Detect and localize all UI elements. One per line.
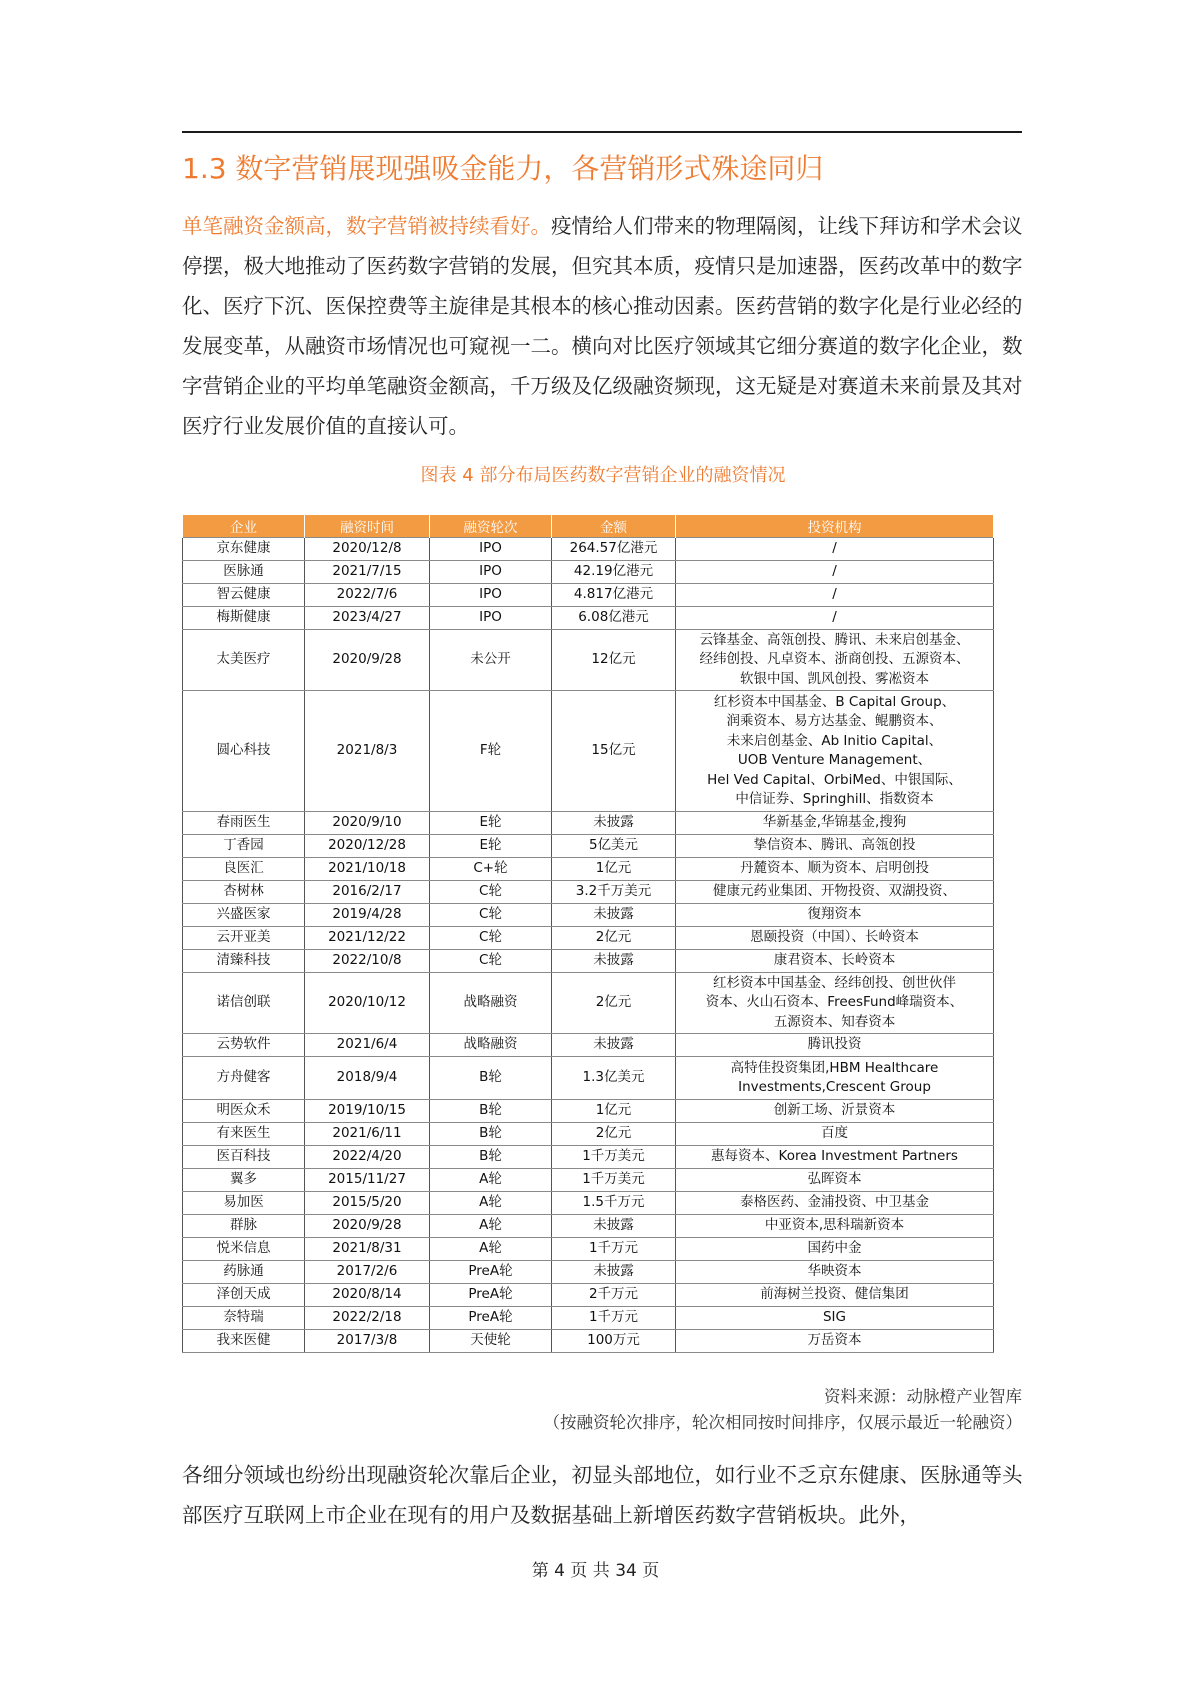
highlight-lead: 单笔融资金额高，数字营销被持续看好。 (182, 214, 551, 238)
cell-round: 未公开 (430, 630, 552, 691)
cell-investors: 万岳资本 (676, 1330, 994, 1353)
cell-round: IPO (430, 561, 552, 584)
table-row (183, 1057, 994, 1100)
cell-investors: 中亚资本,思科瑞新资本 (676, 1215, 994, 1238)
cell-company: 云势软件 (183, 1034, 305, 1057)
cell-amount: 1亿元 (552, 858, 676, 881)
cell-amount: 12亿元 (552, 630, 676, 691)
cell-round: C轮 (430, 950, 552, 973)
table-row (183, 1238, 994, 1261)
cell-date: 2021/10/18 (305, 858, 430, 881)
cell-company: 悦米信息 (183, 1238, 305, 1261)
table-row (183, 607, 994, 630)
cell-round: B轮 (430, 1100, 552, 1123)
cell-investors: 康君资本、长岭资本 (676, 950, 994, 973)
table-header-row (183, 515, 994, 538)
cell-date: 2017/2/6 (305, 1261, 430, 1284)
cell-company: 杏树林 (183, 881, 305, 904)
cell-investors: 云锋基金、高瓴创投、腾讯、未来启创基金、 经纬创投、凡卓资本、浙商创投、五源资本、 软银中国、凯风创投、雾凇资本 (676, 630, 994, 691)
cell-company: 太美医疗 (183, 630, 305, 691)
cell-investors: 华映资本 (676, 1261, 994, 1284)
cell-company: 春雨医生 (183, 812, 305, 835)
table-row (183, 1100, 994, 1123)
cell-company: 云开亚美 (183, 927, 305, 950)
cell-amount: 1.5千万元 (552, 1192, 676, 1215)
cell-company: 有来医生 (183, 1123, 305, 1146)
cell-round: 天使轮 (430, 1330, 552, 1353)
cell-amount: 6.08亿港元 (552, 607, 676, 630)
cell-round: A轮 (430, 1215, 552, 1238)
cell-company: 翼多 (183, 1169, 305, 1192)
cell-company: 我来医健 (183, 1330, 305, 1353)
table-row (183, 1215, 994, 1238)
cell-amount: 未披露 (552, 950, 676, 973)
cell-amount: 42.19亿港元 (552, 561, 676, 584)
cell-investors: 国药中金 (676, 1238, 994, 1261)
cell-amount: 2亿元 (552, 1123, 676, 1146)
cell-company: 智云健康 (183, 584, 305, 607)
cell-company: 方舟健客 (183, 1057, 305, 1100)
cell-round: A轮 (430, 1238, 552, 1261)
table-row (183, 691, 994, 812)
table-row (183, 1261, 994, 1284)
cell-investors: 惠每资本、Korea Investment Partners (676, 1146, 994, 1169)
cell-round: IPO (430, 607, 552, 630)
table-row (183, 538, 994, 561)
cell-company: 医百科技 (183, 1146, 305, 1169)
cell-amount: 3.2千万美元 (552, 881, 676, 904)
cell-round: IPO (430, 538, 552, 561)
cell-amount: 1千万元 (552, 1238, 676, 1261)
cell-company: 梅斯健康 (183, 607, 305, 630)
cell-company: 兴盛医家 (183, 904, 305, 927)
cell-investors: 健康元药业集团、开物投资、双湖投资、 (676, 881, 994, 904)
cell-date: 2017/3/8 (305, 1330, 430, 1353)
cell-amount: 2亿元 (552, 927, 676, 950)
cell-round: C+轮 (430, 858, 552, 881)
header-investors: 投资机构 (676, 515, 994, 538)
cell-company: 药脉通 (183, 1261, 305, 1284)
table-row (183, 561, 994, 584)
cell-round: PreA轮 (430, 1307, 552, 1330)
cell-round: B轮 (430, 1146, 552, 1169)
cell-round: B轮 (430, 1057, 552, 1100)
cell-company: 泽创天成 (183, 1284, 305, 1307)
cell-company: 诺信创联 (183, 973, 305, 1034)
paragraph-body: 疫情给人们带来的物理隔阂，让线下拜访和学术会议停摆，极大地推动了医药数字营销的发展，但究其本质，疫情只是加速器，医药改革中的数字化、医疗下沉、医保控费等主旋律是其根本的核心推动因素。医药营销的数字化是行业必经的发展变革，从融资市场情况也可窥视一二。横向对比医疗领域其它细分赛道的数字化企业，数字营销企业的平均单笔融资金额高，千万级及亿级融资频现，这无疑是对赛道未来前景及其对医疗行业发展价值的直接认可。 (182, 214, 1023, 438)
sort-note: （按融资轮次排序，轮次相同按时间排序，仅展示最近一轮融资） (543, 1413, 1022, 1432)
figure-title: 图表 4 部分布局医药数字营销企业的融资情况 (420, 465, 786, 486)
cell-date: 2019/10/15 (305, 1100, 430, 1123)
cell-round: B轮 (430, 1123, 552, 1146)
cell-company: 医脉通 (183, 561, 305, 584)
cell-amount: 1千万元 (552, 1307, 676, 1330)
cell-round: C轮 (430, 904, 552, 927)
cell-company: 京东健康 (183, 538, 305, 561)
table-row (183, 584, 994, 607)
cell-investors: 弘晖资本 (676, 1169, 994, 1192)
header-amount: 金额 (552, 515, 676, 538)
cell-investors: / (676, 561, 994, 584)
cell-date: 2020/12/28 (305, 835, 430, 858)
cell-round: 战略融资 (430, 973, 552, 1034)
cell-investors: 腾讯投资 (676, 1034, 994, 1057)
cell-amount: 未披露 (552, 812, 676, 835)
cell-date: 2015/5/20 (305, 1192, 430, 1215)
table-row (183, 1123, 994, 1146)
cell-company: 群脉 (183, 1215, 305, 1238)
cell-investors: / (676, 538, 994, 561)
cell-round: C轮 (430, 927, 552, 950)
cell-amount: 4.817亿港元 (552, 584, 676, 607)
cell-date: 2020/12/8 (305, 538, 430, 561)
cell-company: 奈特瑞 (183, 1307, 305, 1330)
cell-amount: 2千万元 (552, 1284, 676, 1307)
cell-date: 2022/2/18 (305, 1307, 430, 1330)
cell-investors: 红杉资本中国基金、B Capital Group、 润乘资本、易方达基金、鲲鹏资本、 未来启创基金、Ab Initio Capital、 UOB Venture Management、 Hel Ved Capital、OrbiMed、中银国际、 中信证券、Springhill、指数资本 (676, 691, 994, 812)
table-row (183, 1192, 994, 1215)
cell-investors: 红杉资本中国基金、经纬创投、创世伙伴 资本、火山石资本、FreesFund峰瑞资本、 五源资本、知春资本 (676, 973, 994, 1034)
table-row (183, 950, 994, 973)
cell-investors: 挚信资本、腾讯、高瓴创投 (676, 835, 994, 858)
cell-amount: 5亿美元 (552, 835, 676, 858)
cell-amount: 100万元 (552, 1330, 676, 1353)
source-line: 资料来源：动脉橙产业智库 (824, 1387, 1022, 1406)
table-row (183, 1284, 994, 1307)
cell-round: C轮 (430, 881, 552, 904)
cell-amount: 1千万美元 (552, 1146, 676, 1169)
cell-date: 2021/7/15 (305, 561, 430, 584)
header-company: 企业 (183, 515, 305, 538)
header-round: 融资轮次 (430, 515, 552, 538)
cell-round: E轮 (430, 812, 552, 835)
cell-round: PreA轮 (430, 1284, 552, 1307)
cell-investors: 恩颐投资（中国）、长岭资本 (676, 927, 994, 950)
cell-date: 2020/9/28 (305, 1215, 430, 1238)
source-note (544, 1384, 1023, 1436)
cell-amount: 未披露 (552, 1261, 676, 1284)
cell-amount: 未披露 (552, 904, 676, 927)
cell-company: 清臻科技 (183, 950, 305, 973)
cell-investors: 前海树兰投资、健信集团 (676, 1284, 994, 1307)
top-rule (182, 131, 1022, 133)
cell-round: IPO (430, 584, 552, 607)
cell-date: 2021/8/3 (305, 691, 430, 812)
cell-date: 2022/10/8 (305, 950, 430, 973)
cell-investors: 高特佳投资集团,HBM Healthcare Investments,Crescent Group (676, 1057, 994, 1100)
table-row (183, 1307, 994, 1330)
section-heading: 1.3 数字营销展现强吸金能力，各营销形式殊途同归 (182, 152, 824, 185)
cell-amount: 未披露 (552, 1034, 676, 1057)
cell-date: 2020/9/10 (305, 812, 430, 835)
cell-amount: 15亿元 (552, 691, 676, 812)
cell-investors: / (676, 607, 994, 630)
paragraph-intro (182, 206, 1024, 446)
table-row (183, 858, 994, 881)
cell-date: 2019/4/28 (305, 904, 430, 927)
cell-amount: 1亿元 (552, 1100, 676, 1123)
cell-date: 2021/12/22 (305, 927, 430, 950)
cell-company: 易加医 (183, 1192, 305, 1215)
cell-round: E轮 (430, 835, 552, 858)
financing-table (182, 515, 994, 1353)
financing-table-figure (182, 515, 993, 1370)
table-row (183, 1146, 994, 1169)
cell-date: 2018/9/4 (305, 1057, 430, 1100)
cell-investors: SIG (676, 1307, 994, 1330)
table-row (183, 1330, 994, 1353)
table-row (183, 973, 994, 1034)
cell-investors: 创新工场、沂景资本 (676, 1100, 994, 1123)
table-row (183, 630, 994, 691)
table-row (183, 1034, 994, 1057)
cell-company: 良医汇 (183, 858, 305, 881)
header-date: 融资时间 (305, 515, 430, 538)
cell-round: A轮 (430, 1169, 552, 1192)
cell-round: PreA轮 (430, 1261, 552, 1284)
paragraph-continued: 各细分领域也纷纷出现融资轮次靠后企业，初显头部地位，如行业不乏京东健康、医脉通等头部医疗互联网上市企业在现有的用户及数据基础上新增医药数字营销板块。此外， (182, 1463, 1023, 1527)
table-row (183, 904, 994, 927)
cell-date: 2021/6/11 (305, 1123, 430, 1146)
cell-date: 2016/2/17 (305, 881, 430, 904)
cell-date: 2020/9/28 (305, 630, 430, 691)
cell-investors: 百度 (676, 1123, 994, 1146)
page-number: 第 4 页 共 34 页 (531, 1561, 660, 1581)
table-row (183, 1169, 994, 1192)
cell-date: 2021/6/4 (305, 1034, 430, 1057)
table-row (183, 881, 994, 904)
cell-company: 明医众禾 (183, 1100, 305, 1123)
table-row (183, 812, 994, 835)
cell-date: 2020/8/14 (305, 1284, 430, 1307)
cell-amount: 1千万美元 (552, 1169, 676, 1192)
cell-company: 丁香园 (183, 835, 305, 858)
cell-date: 2015/11/27 (305, 1169, 430, 1192)
cell-amount: 2亿元 (552, 973, 676, 1034)
cell-date: 2020/10/12 (305, 973, 430, 1034)
cell-round: F轮 (430, 691, 552, 812)
cell-investors: 丹麓资本、顺为资本、启明创投 (676, 858, 994, 881)
cell-investors: 华新基金,华锦基金,搜狗 (676, 812, 994, 835)
cell-investors: / (676, 584, 994, 607)
cell-investors: 復翔资本 (676, 904, 994, 927)
cell-round: A轮 (430, 1192, 552, 1215)
cell-date: 2023/4/27 (305, 607, 430, 630)
cell-round: 战略融资 (430, 1034, 552, 1057)
cell-amount: 未披露 (552, 1215, 676, 1238)
cell-date: 2021/8/31 (305, 1238, 430, 1261)
cell-amount: 264.57亿港元 (552, 538, 676, 561)
cell-date: 2022/4/20 (305, 1146, 430, 1169)
cell-company: 圆心科技 (183, 691, 305, 812)
cell-date: 2022/7/6 (305, 584, 430, 607)
cell-investors: 泰格医药、金浦投资、中卫基金 (676, 1192, 994, 1215)
cell-amount: 1.3亿美元 (552, 1057, 676, 1100)
table-row (183, 927, 994, 950)
table-row (183, 835, 994, 858)
